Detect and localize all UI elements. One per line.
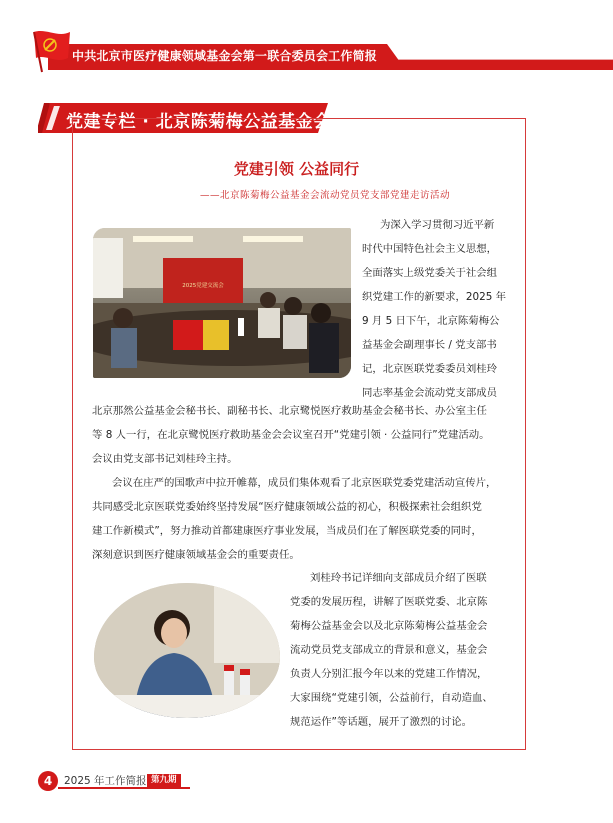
text-line: 规范运作”等话题，展开了激烈的讨论。	[290, 716, 473, 728]
text-line: 大家围绕“党建引领，公益前行，自动造血、	[290, 692, 493, 704]
text-line: 为深入学习贯彻习近平新	[380, 219, 495, 231]
meeting-photo	[93, 228, 351, 378]
text-line: 等 8 人一行，在北京鹭悦医疗救助基金会会议室召开“党建引领 · 公益同行”党建活动。	[92, 429, 490, 441]
text-line: 建工作新模式”，努力推动首都建康医疗事业发展，当成员们在了解医联党委的同时，	[92, 525, 482, 537]
text-line: 时代中国特色社会主义思想，	[362, 243, 498, 255]
text-line: 北京那然公益基金会秘书长、副秘书长、北京鹭悦医疗救助基金会秘书长、办公室主任	[92, 405, 487, 417]
text-line: 流动党员党支部成立的背景和意义，基金会	[290, 644, 488, 656]
page-header	[0, 0, 613, 80]
paragraph-2	[92, 471, 512, 567]
header-title: 中共北京市医疗健康领域基金会第一联合委员会工作简报	[72, 49, 378, 63]
paragraph-3	[290, 566, 512, 734]
text-line: 会议由党支部书记刘桂玲主持。	[92, 453, 238, 465]
header-rule	[360, 60, 613, 63]
text-line: 织党建工作的新要求，2025 年	[362, 291, 507, 303]
paragraph-1-right	[362, 213, 512, 405]
text-line: 深刻意识到医疗健康领域基金会的重要责任。	[92, 549, 300, 561]
text-line: 共同感受北京医联党委始终坚持发展“医疗健康领域公益的初心，积极探索社会组织党	[92, 501, 482, 513]
paragraph-1-full	[92, 399, 512, 471]
text-line: 9 月 5 日下午，北京陈菊梅公	[362, 315, 500, 327]
text-line: 负责人分别汇报今年以来的党建工作情况，	[290, 668, 488, 680]
article-subtitle: ——北京陈菊梅公益基金会流动党员党支部党建走访活动	[200, 190, 451, 201]
text-line: 菊梅公益基金会以及北京陈菊梅公益基金会	[290, 620, 488, 632]
text-line: 记，北京医联党委委员刘桂玲	[362, 363, 498, 375]
text-line: 益基金会副理事长 / 党支部书	[362, 339, 497, 351]
speaker-photo	[94, 583, 280, 718]
party-flag-icon	[28, 28, 72, 74]
issue-badge: 第九期	[147, 774, 181, 787]
text-line: 会议在庄严的国歌声中拉开帷幕，成员们集体观看了北京医联党委党建活动宣传片，	[112, 477, 497, 489]
footer-publication: 2025 年工作简报	[64, 775, 147, 787]
page-number: 4	[38, 771, 58, 791]
article-title	[0, 158, 613, 179]
meeting-screen-text: 2025党建交流会	[182, 283, 224, 289]
text-line: 全面落实上级党委关于社会组	[362, 267, 498, 279]
text-line: 党委的发展历程，讲解了医联党委、北京陈	[290, 596, 488, 608]
text-line: 同志率基金会流动党支部成员	[362, 387, 498, 399]
article-title-text: 党建引领 公益同行	[233, 160, 360, 178]
section-title: 党建专栏 · 北京陈菊梅公益基金会	[66, 112, 331, 132]
speaker-photo-illustration	[94, 583, 280, 718]
meeting-photo-illustration	[93, 228, 351, 378]
text-line: 刘桂玲书记详细向支部成员介绍了医联	[310, 572, 487, 584]
